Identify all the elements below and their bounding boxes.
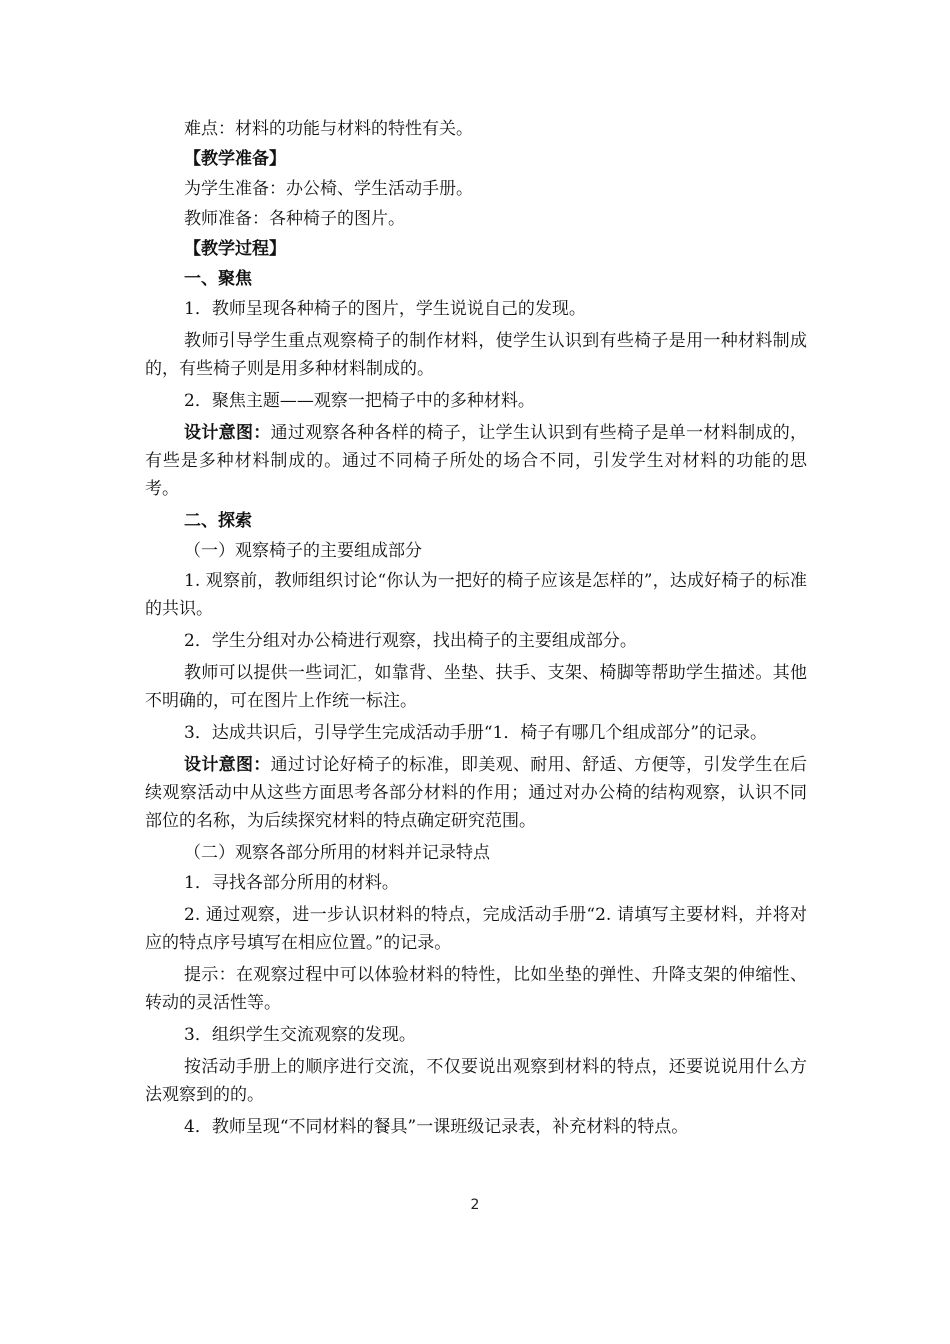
subheading-observe-materials: （二）观察各部分所用的材料并记录特点 xyxy=(184,843,490,863)
subheading-focus: 一、聚焦 xyxy=(184,269,252,289)
paragraph-design-intent-2 xyxy=(145,751,807,835)
document-body xyxy=(145,115,807,1145)
paragraph-student-prep: 为学生准备：办公椅、学生活动手册。 xyxy=(184,179,473,199)
section-heading-process: 【教学过程】 xyxy=(184,239,286,259)
paragraph-explore-1: 1. 观察前，教师组织讨论“你认为一把好的椅子应该是怎样的”，达成好椅子的标准的共识。 xyxy=(145,571,807,619)
paragraph-materials-4: 4．教师呈现“不同材料的餐具”一课班级记录表，补充材料的特点。 xyxy=(184,1117,689,1137)
paragraph-materials-1: 1．寻找各部分所用的材料。 xyxy=(184,873,399,893)
design-intent-text: 通过讨论好椅子的标准，即美观、耐用、舒适、方便等，引发学生在后续观察活动中从这些方面思考各部分材料的作用；通过对办公椅的结构观察，认识不同部位的名称，为后续探究材料的特点确定研究范围。 xyxy=(145,755,808,831)
section-heading-preparation: 【教学准备】 xyxy=(184,149,286,169)
paragraph-difficulty: 难点：材料的功能与材料的特性有关。 xyxy=(184,119,473,139)
paragraph-vocabulary: 教师可以提供一些词汇，如靠背、坐垫、扶手、支架、椅脚等帮助学生描述。其他不明确的，可在图片上作统一标注。 xyxy=(145,663,807,711)
paragraph-design-intent-1 xyxy=(145,419,807,503)
paragraph-explore-3: 3．达成共识后，引导学生完成活动手册“1．椅子有哪几个组成部分”的记录。 xyxy=(184,723,768,743)
paragraph-materials-3: 3．组织学生交流观察的发现。 xyxy=(184,1025,416,1045)
design-intent-label: 设计意图： xyxy=(184,423,271,443)
paragraph-focus-guidance: 教师引导学生重点观察椅子的制作材料，使学生认识到有些椅子是用一种材料制成的，有些椅子则是用多种材料制成的。 xyxy=(145,331,807,379)
subheading-explore: 二、探索 xyxy=(184,511,252,531)
design-intent-label: 设计意图： xyxy=(184,755,271,775)
paragraph-hint: 提示：在观察过程中可以体验材料的特性，比如坐垫的弹性、升降支架的伸缩性、转动的灵活性等。 xyxy=(145,965,807,1013)
paragraph-materials-2: 2. 通过观察，进一步认识材料的特点，完成活动手册“2. 请填写主要材料，并将对应的特点序号填写在相应位置。”的记录。 xyxy=(145,905,807,953)
design-intent-text: 通过观察各种各样的椅子，让学生认识到有些椅子是单一材料制成的，有些是多种材料制成的。通过不同椅子所处的场合不同，引发学生对材料的功能的思考。 xyxy=(145,423,808,499)
paragraph-focus-1: 1．教师呈现各种椅子的图片，学生说说自己的发现。 xyxy=(184,299,586,319)
subheading-observe-parts: （一）观察椅子的主要组成部分 xyxy=(184,541,422,561)
paragraph-explore-2: 2．学生分组对办公椅进行观察，找出椅子的主要组成部分。 xyxy=(184,631,637,651)
paragraph-focus-2: 2．聚焦主题——观察一把椅子中的多种材料。 xyxy=(184,391,535,411)
paragraph-teacher-prep: 教师准备：各种椅子的图片。 xyxy=(184,209,405,229)
page-number: 2 xyxy=(470,1197,480,1213)
paragraph-exchange: 按活动手册上的顺序进行交流，不仅要说出观察到材料的特点，还要说说用什么方法观察到的的。 xyxy=(145,1057,807,1105)
